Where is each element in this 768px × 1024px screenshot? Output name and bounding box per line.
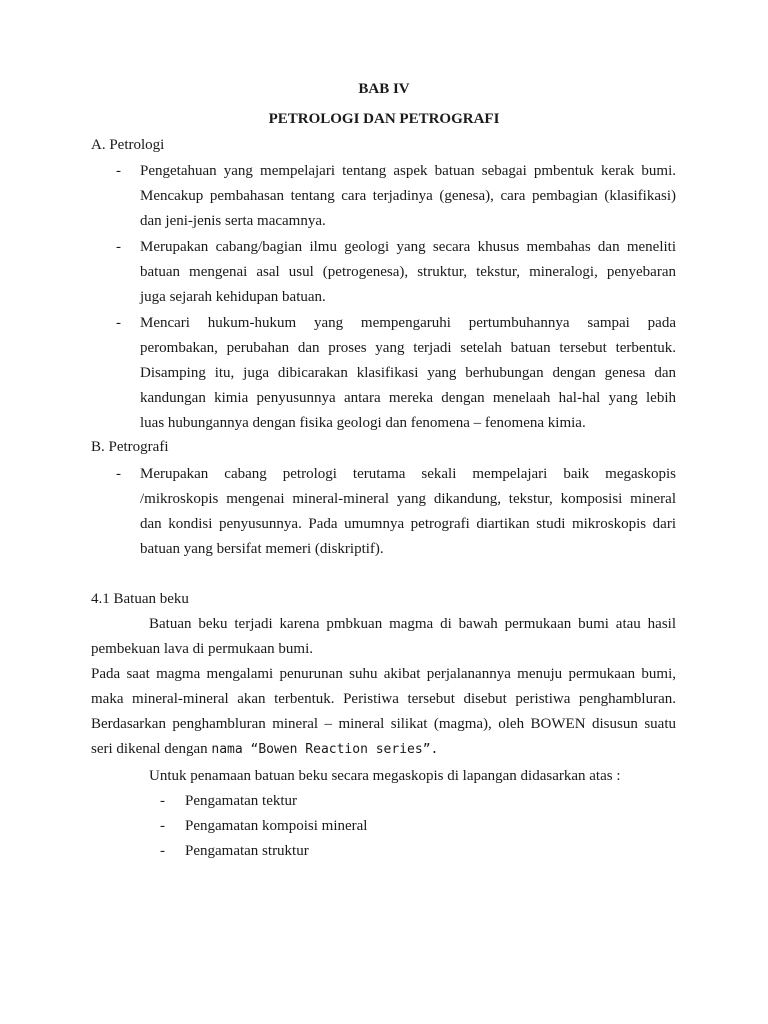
bullet-dash: -: [160, 843, 165, 859]
paragraph-line: Pengetahuan yang mempelajari tentang aspek batuan sebagai pmbentuk kerak bumi.: [140, 163, 676, 179]
bullet-dash: -: [116, 466, 121, 482]
section-b-heading: B. Petrografi: [91, 439, 169, 455]
paragraph-line: Batuan beku terjadi karena pmbkuan magma di bawah permukaan bumi atau hasil: [149, 616, 676, 632]
paragraph-line: Mencari hukum-hukum yang mempengaruhi pertumbuhannya sampai pada: [140, 315, 676, 331]
paragraph-line: juga sejarah kehidupan batuan.: [140, 289, 326, 305]
section-a-heading: A. Petrologi: [91, 137, 165, 153]
section-4-1-heading: 4.1 Batuan beku: [91, 591, 189, 607]
paragraph-line-text: seri dikenal dengan: [91, 741, 212, 757]
paragraph-line: maka mineral-mineral akan terbentuk. Peristiwa tersebut disebut peristiwa penghambluran.: [91, 691, 676, 707]
paragraph-line: Untuk penamaan batuan beku secara megaskopis di lapangan didasarkan atas :: [149, 768, 621, 784]
bullet-dash: -: [116, 163, 121, 179]
paragraph-line: luas hubungannya dengan fisika geologi dan fenomena – fenomena kimia.: [140, 415, 586, 431]
paragraph-line: Merupakan cabang petrologi terutama sekali mempelajari baik megaskopis: [140, 466, 676, 482]
list-item: Pengamatan struktur: [185, 843, 309, 859]
bowen-series-term: nama “Bowen Reaction series”.: [211, 742, 439, 757]
paragraph-line: /mikroskopis mengenai mineral-mineral yang dikandung, tekstur, komposisi mineral: [140, 491, 676, 507]
paragraph-line: dan jeni-jenis serta macamnya.: [140, 213, 326, 229]
paragraph-line: Merupakan cabang/bagian ilmu geologi yang secara khusus membahas dan meneliti: [140, 239, 676, 255]
page-title: PETROLOGI DAN PETROGRAFI: [268, 111, 500, 127]
paragraph-line: dan kondisi penyusunnya. Pada umumnya petrografi diartikan studi mikroskopis dari: [140, 516, 676, 532]
bullet-dash: -: [160, 793, 165, 809]
bullet-dash: -: [116, 239, 121, 255]
paragraph-line: batuan yang bersifat memeri (diskriptif).: [140, 541, 384, 557]
paragraph-line: Mencakup pembahasan tentang cara terjadinya (genesa), cara pembagian (klasifikasi): [140, 188, 676, 204]
paragraph-line: Berdasarkan penghambluran mineral – mineral silikat (magma), oleh BOWEN disusun suatu: [91, 716, 676, 732]
chapter-label: BAB IV: [358, 81, 410, 97]
list-item: Pengamatan tektur: [185, 793, 298, 809]
paragraph-line: perombakan, perubahan dan proses yang terjadi setelah batuan tersebut terbentuk.: [140, 340, 676, 356]
paragraph-line: Disamping itu, juga dibicarakan klasifikasi yang berhubungan dengan genesa dan: [140, 365, 676, 381]
paragraph-line: kandungan kimia penyusunnya antara mereka dengan menelaah hal-hal yang lebih: [140, 390, 676, 406]
paragraph-line: [91, 740, 438, 759]
paragraph-line: pembekuan lava di permukaan bumi.: [91, 641, 314, 657]
paragraph-line: Pada saat magma mengalami penurunan suhu akibat perjalanannya menuju permukaan bumi,: [91, 666, 676, 682]
paragraph-line: batuan mengenai asal usul (petrogenesa), struktur, tekstur, mineralogi, penyebaran: [140, 264, 676, 280]
bullet-dash: -: [160, 818, 165, 834]
list-item: Pengamatan kompoisi mineral: [185, 818, 368, 834]
bullet-dash: -: [116, 315, 121, 331]
